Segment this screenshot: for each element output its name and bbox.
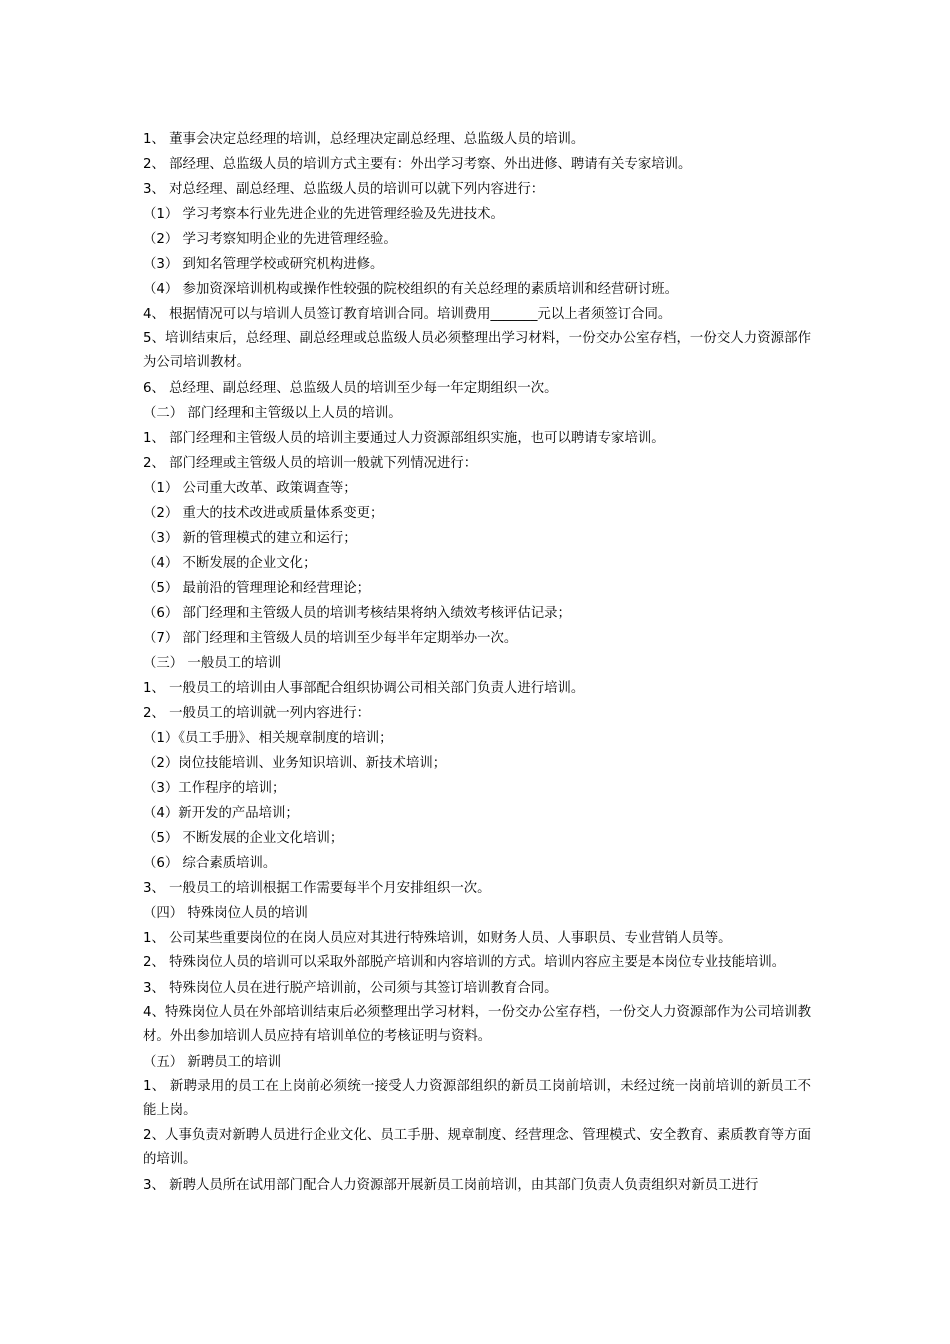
text-line: （3） 新的管理模式的建立和运行； xyxy=(143,531,357,546)
text-line: 3、 一般员工的培训根据工作需要每半个月安排组织一次。 xyxy=(143,881,491,896)
text-line: （2）岗位技能培训、业务知识培训、新技术培训； xyxy=(143,756,447,771)
text-line: （3）工作程序的培训； xyxy=(143,781,286,796)
text-line: 2、 一般员工的培训就一列内容进行： xyxy=(143,706,371,721)
text-line: 1、 部门经理和主管级人员的培训主要通过人力资源部组织实施，也可以聘请专家培训。 xyxy=(143,431,665,446)
section-heading: （二） 部门经理和主管级以上人员的培训。 xyxy=(143,406,402,421)
text-line: 3、 特殊岗位人员在进行脱产培训前，公司须与其签订培训教育合同。 xyxy=(143,981,558,996)
text-line: 1、 董事会决定总经理的培训，总经理决定副总经理、总监级人员的培训。 xyxy=(143,132,585,147)
section-heading: （四） 特殊岗位人员的培训 xyxy=(143,906,308,921)
text-line: （4） 参加资深培训机构或操作性较强的院校组织的有关总经理的素质培训和经营研讨班。 xyxy=(143,282,679,297)
text-paragraph: 5、培训结束后，总经理、副总经理或总监级人员必须整理出学习材料，一份交办公室存档，一份交人力资源部作为公司培训教材。 xyxy=(143,331,811,370)
text-line: （2） 学习考察知明企业的先进管理经验。 xyxy=(143,232,397,247)
text-line: （2） 重大的技术改进或质量体系变更； xyxy=(143,506,384,521)
text-line: （7） 部门经理和主管级人员的培训至少每半年定期举办一次。 xyxy=(143,631,518,646)
text-line: 2、 部经理、总监级人员的培训方式主要有：外出学习考察、外出进修、聘请有关专家培训。 xyxy=(143,157,692,172)
text-line: 2、 部门经理或主管级人员的培训一般就下列情况进行： xyxy=(143,456,478,471)
text-line: （4）新开发的产品培训； xyxy=(143,806,299,821)
section-heading: （五） 新聘员工的培训 xyxy=(143,1055,282,1070)
text-line: （3） 到知名管理学校或研究机构进修。 xyxy=(143,257,384,272)
text-line: 1、 公司某些重要岗位的在岗人员应对其进行特殊培训，如财务人员、人事职员、专业营销人员等。 xyxy=(143,931,732,946)
text-line: 3、 新聘人员所在试用部门配合人力资源部开展新员工岗前培训，由其部门负责人负责组织对新员工进行 xyxy=(143,1178,759,1193)
section-heading: （三） 一般员工的培训 xyxy=(143,656,282,671)
text-line: （5） 最前沿的管理理论和经营理论； xyxy=(143,581,371,596)
text-paragraph: 4、特殊岗位人员在外部培训结束后必须整理出学习材料，一份交办公室存档，一份交人力资源部作为公司培训教材。外出参加培训人员应持有培训单位的考核证明与资料。 xyxy=(143,1005,811,1044)
text-line: （1）《员工手册》、相关规章制度的培训； xyxy=(143,731,393,746)
document-body xyxy=(143,127,811,1198)
text-line: 6、 总经理、副总经理、总监级人员的培训至少每一年定期组织一次。 xyxy=(143,381,558,396)
text-paragraph: 1、 新聘录用的员工在上岗前必须统一接受人力资源部组织的新员工岗前培训，未经过统一岗前培训的新员工不能上岗。 xyxy=(143,1079,811,1118)
text-line: （6） 部门经理和主管级人员的培训考核结果将纳入绩效考核评估记录； xyxy=(143,606,571,621)
text-paragraph: 2、 特殊岗位人员的培训可以采取外部脱产培训和内容培训的方式。培训内容应主要是本岗位专业技能培训。 xyxy=(143,955,786,970)
text-line: 3、 对总经理、副总经理、总监级人员的培训可以就下列内容进行： xyxy=(143,182,545,197)
text-line: 4、 根据情况可以与培训人员签订教育培训合同。培训费用_______元以上者须签订合同。 xyxy=(143,307,672,322)
text-line: （5） 不断发展的企业文化培训； xyxy=(143,831,344,846)
text-line: （6） 综合素质培训。 xyxy=(143,856,277,871)
text-line: （4） 不断发展的企业文化； xyxy=(143,556,317,571)
text-paragraph: 2、人事负责对新聘人员进行企业文化、员工手册、规章制度、经营理念、管理模式、安全教育、素质教育等方面的培训。 xyxy=(143,1128,811,1167)
text-line: （1） 公司重大改革、政策调查等； xyxy=(143,481,357,496)
text-line: （1） 学习考察本行业先进企业的先进管理经验及先进技术。 xyxy=(143,207,504,222)
text-line: 1、 一般员工的培训由人事部配合组织协调公司相关部门负责人进行培训。 xyxy=(143,681,585,696)
